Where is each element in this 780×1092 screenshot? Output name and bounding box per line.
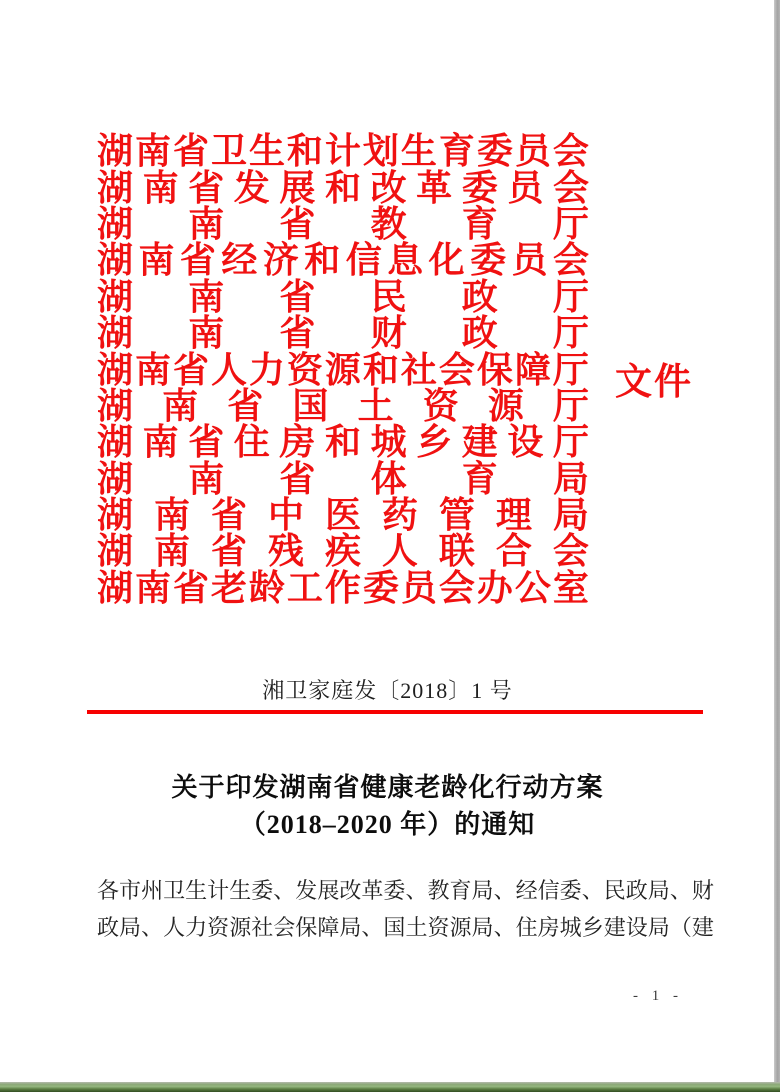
department-line: 湖 南 省 经 济 和 信 息 化 委 员 会 [97,240,589,281]
department-line: 湖 南 省 老 龄 工 作 委 员 会 办 公 室 [97,567,589,608]
document-title [0,769,775,843]
department-line: 湖 南 省 民 政 厅 [97,276,589,317]
document-number: 湘卫家庭发〔2018〕1 号 [262,678,513,703]
body-text-line: 各 市 州 卫 生 计 生 委 、 发 展 改 革 委 、 教 育 局 、 经 信 委 、 民 政 局 、 财 [97,877,714,903]
scan-edge-bottom [0,1082,780,1092]
document-title-line1: 关于印发湖南省健康老龄化行动方案 [171,773,604,802]
recipient-text [97,872,714,947]
department-list [97,133,589,606]
department-line: 湖 南 省 中 医 药 管 理 局 [97,495,589,536]
department-line: 湖 南 省 国 土 资 源 厅 [97,385,589,426]
department-line: 湖 南 省 卫 生 和 计 划 生 育 委 员 会 [97,131,589,172]
body-text-line: 政 局 、 人 力 资 源 社 会 保 障 局 、 国 土 资 源 局 、 住 房 城 乡 建 设 局 （ 建 [97,915,714,941]
department-line: 湖 南 省 发 展 和 改 革 委 员 会 [97,167,589,208]
department-line: 湖 南 省 住 房 和 城 乡 建 设 厅 [97,422,589,463]
document-title-line2: （2018–2020 年）的通知 [239,810,536,839]
department-line: 湖 南 省 人 力 资 源 和 社 会 保 障 厅 [97,349,589,390]
department-line: 湖 南 省 财 政 厅 [97,313,589,354]
page-number: - 1 - [633,988,681,1004]
scan-edge-right [774,0,780,1092]
red-separator-line [87,710,703,714]
department-line: 湖 南 省 体 育 局 [97,458,589,499]
department-line: 湖 南 省 教 育 厅 [97,203,589,244]
document-label: 文件 [615,362,693,403]
department-line: 湖 南 省 残 疾 人 联 合 会 [97,531,589,572]
